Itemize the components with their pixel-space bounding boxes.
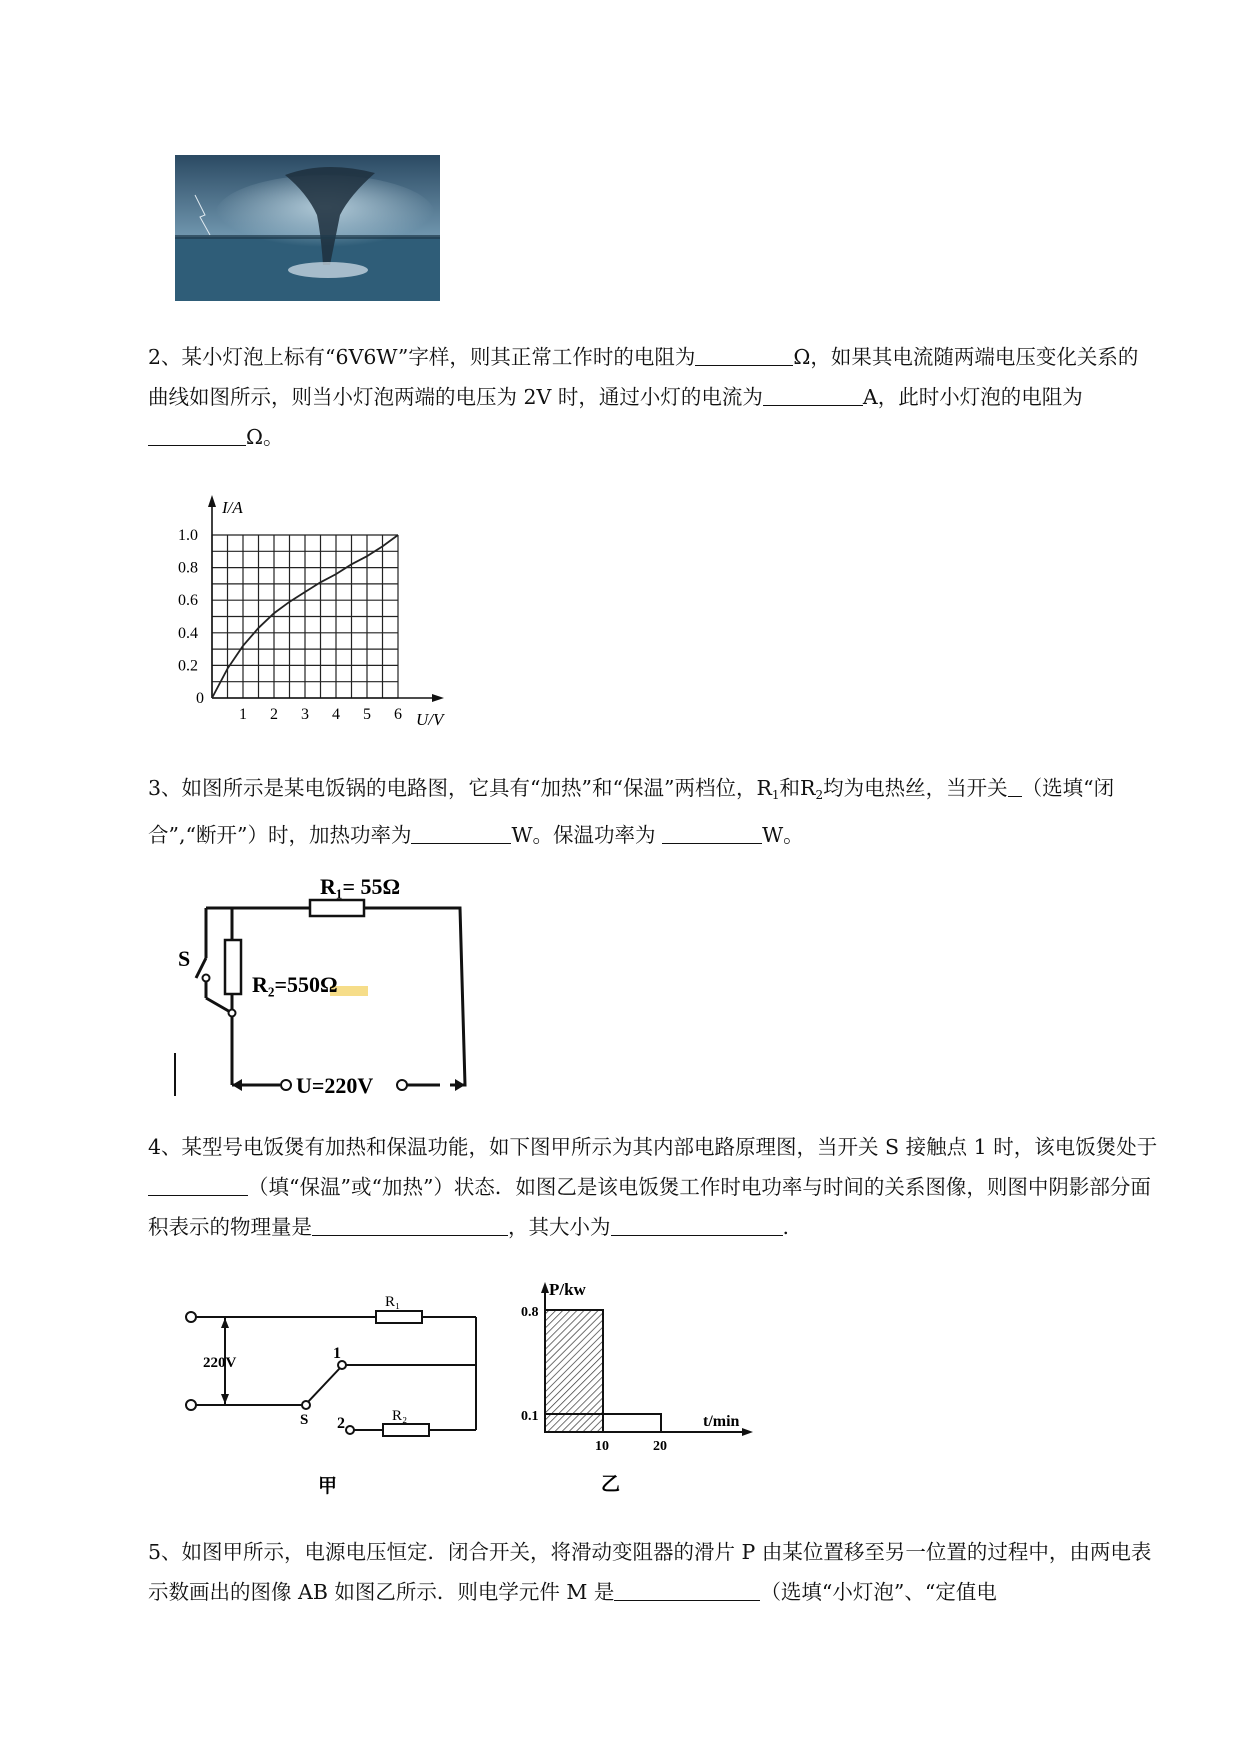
q2-text-3: A，此时小灯泡的电阻为 — [862, 385, 1083, 409]
q3-blank-keep-warm-power[interactable] — [662, 821, 762, 844]
q2-blank-current[interactable] — [763, 383, 863, 406]
q4-text-2: （填“保温”或“加热”）状态．如图乙是该电饭煲工作时电功率与时间的关系图像，则图中阴影部分面积表示的物理量是 — [148, 1175, 1151, 1239]
y-tick-label: 0.2 — [178, 657, 198, 675]
y-axis-label: I/A — [222, 498, 243, 517]
q4-text-1: 4、某型号电饭煲有加热和保温功能，如下图甲所示为其内部电路原理图，当开关 S 接触点 1 时，该电饭煲处于 — [148, 1135, 1158, 1159]
q3-r1: R — [756, 776, 772, 800]
q2-blank-resistance[interactable] — [695, 343, 793, 366]
q3-text-4: W。保温功率为 — [511, 823, 663, 847]
q2-text-1: 2、某小灯泡上标有“6V6W”字样，则其正常工作时的电阻为 — [148, 345, 696, 369]
iu-chart-svg — [165, 490, 465, 730]
q3-blank-switch[interactable] — [1008, 774, 1022, 797]
origin-label: 0 — [196, 690, 204, 707]
q3-text-5: W。 — [762, 823, 804, 847]
y-tick-label: 0.8 — [178, 559, 198, 577]
voltage-label: U=220V — [296, 1073, 374, 1098]
q5-blank-element[interactable] — [614, 1578, 760, 1601]
q3-text-2: 均为电热丝，当开关 — [823, 776, 1008, 800]
q4-circuit-a — [180, 1290, 490, 1500]
y-tick-label: 1.0 — [178, 527, 198, 544]
q5-text-1: 5、如图甲所示，电源电压恒定．闭合开关，将滑动变阻器的滑片 P 由某位置移至另一位置的过程中，由两电表示数画出的图像 AB 如图乙所示．则电学元件 M 是 — [148, 1540, 1152, 1604]
r2-label: R₂=550Ω — [252, 972, 338, 997]
r1-label: R₁= 55Ω — [320, 874, 401, 899]
question-4 — [148, 1127, 1158, 1247]
q3-r1-sub: 1 — [771, 788, 780, 802]
x-axis-label: U/V — [416, 710, 444, 729]
fig-b-xtick-0: 10 — [595, 1439, 609, 1454]
tornado-photo — [175, 155, 440, 301]
fig-b-ytick-0: 0.8 — [521, 1305, 539, 1320]
x-tick-label: 3 — [301, 706, 309, 723]
fig-a-voltage: 220V — [203, 1355, 237, 1371]
q3-r2-sub: 2 — [815, 788, 824, 802]
q4-text-3: ，其大小为 — [508, 1215, 611, 1239]
q4-blank-magnitude[interactable] — [611, 1213, 783, 1236]
fig-b-caption: 乙 — [601, 1474, 621, 1495]
q3-circuit — [170, 868, 490, 1098]
fig-b-ylabel: P/kw — [549, 1280, 586, 1299]
q3-circuit-svg — [170, 868, 490, 1098]
q3-and: 和 — [779, 776, 801, 800]
y-tick-label: 0.4 — [178, 624, 198, 642]
y-axis-arrow — [208, 495, 216, 507]
fig-b-ytick-1: 0.1 — [521, 1409, 539, 1424]
q3-blank-heating-power[interactable] — [411, 821, 511, 844]
fig-a-contact-2: 2 — [337, 1415, 345, 1432]
question-5 — [148, 1532, 1158, 1612]
fig-b-xtick-1: 20 — [653, 1439, 667, 1454]
q2-text-2: Ω，如果其电流随两端电压变化关系的曲线如图所示，则当小灯泡两端的电压为 2V 时，通过小灯的电流为 — [148, 345, 1139, 409]
switch-label: S — [178, 946, 191, 971]
question-3 — [148, 768, 1158, 855]
q4-power-graph-svg — [515, 1280, 765, 1502]
q4-circuit-a-svg — [180, 1290, 490, 1500]
fig-a-r1: R₁ — [385, 1294, 401, 1310]
fig-a-switch: S — [300, 1412, 309, 1428]
q3-text-1: 3、如图所示是某电饭锅的电路图，它具有“加热”和“保温”两档位， — [148, 776, 757, 800]
fig-b-xlabel: t/min — [703, 1413, 740, 1430]
q3-text-3: （选填“闭合”,“断开”）时，加热功率为 — [148, 776, 1115, 847]
iu-chart — [165, 490, 465, 730]
y-tick-label: 0.6 — [178, 592, 198, 610]
q5-text-2: （选填“小灯泡”、“定值电 — [760, 1580, 997, 1604]
x-axis-arrow — [432, 694, 444, 702]
q2-text-4: Ω。 — [246, 425, 284, 449]
fig-a-r2: R₂ — [392, 1408, 408, 1424]
fig-a-caption: 甲 — [318, 1476, 338, 1497]
question-2 — [148, 337, 1158, 457]
q4-text-4: . — [782, 1215, 790, 1239]
q2-blank-resistance-2[interactable] — [148, 423, 246, 446]
q4-blank-quantity[interactable] — [312, 1213, 508, 1236]
q4-blank-state[interactable] — [148, 1173, 248, 1196]
x-tick-label: 5 — [363, 706, 371, 723]
q3-r2: R — [800, 776, 816, 800]
x-tick-label: 2 — [270, 706, 278, 723]
x-tick-label: 1 — [239, 706, 247, 723]
q4-power-graph — [515, 1280, 765, 1502]
x-tick-label: 4 — [332, 706, 340, 723]
fig-a-contact-1: 1 — [333, 1345, 341, 1362]
x-tick-label: 6 — [394, 706, 402, 723]
